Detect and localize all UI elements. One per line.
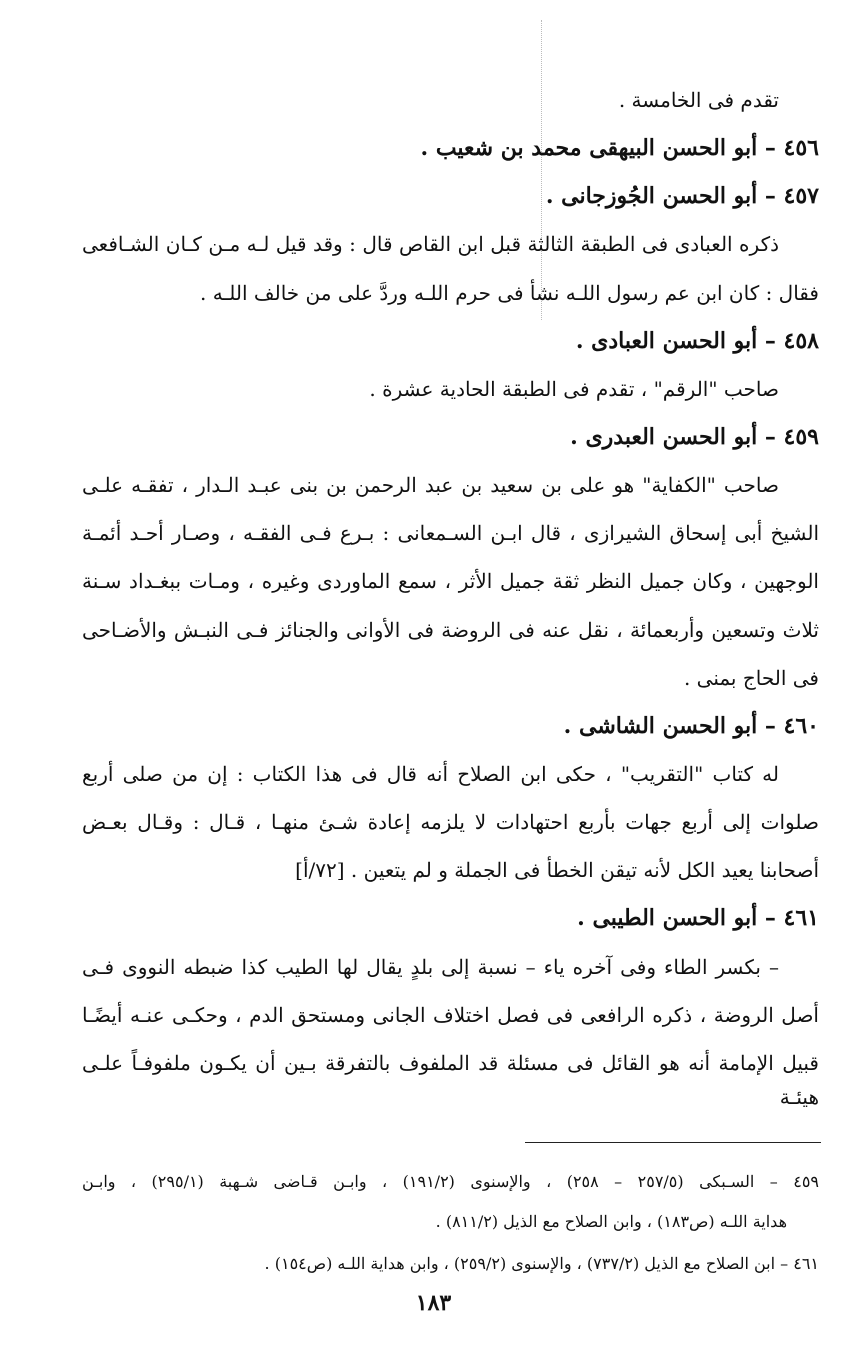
body-line: ثلاث وتسعين وأربعمائة ، نقل عنه فى الروضة فى الأوانى والجنائز فـى النبـش والأضـاحى bbox=[82, 618, 819, 642]
entry-heading-460: ٤٦٠ – أبو الحسن الشاشى . bbox=[563, 713, 819, 739]
page-number: ١٨٣ bbox=[415, 1290, 452, 1316]
body-line: أصل الروضة ، ذكره الرافعى فى فصل اختلاف الجانى ومستحق الدم ، وحكـى عنـه أيضًـا bbox=[82, 1003, 819, 1027]
body-line: – بكسر الطاء وفى آخره ياء – نسبة إلى بلدٍ يقال لها الطيب كذا ضبطه النووى فـى bbox=[82, 955, 779, 979]
scan-fold-line bbox=[541, 20, 542, 320]
footnote-line: ٤٥٩ – السـبكى (٢٥٧/٥ – ٢٥٨) ، والإسنوى (١٩١/٢) ، وابـن قـاضى شـهبة (٢٩٥/١) ، وابـن bbox=[82, 1172, 820, 1191]
footnote-line: هداية اللـه (ص١٨٣) ، وابن الصلاح مع الذيل (٨١١/٢) . bbox=[435, 1212, 787, 1231]
entry-heading-459: ٤٥٩ – أبو الحسن العبدرى . bbox=[570, 424, 819, 450]
footnote-separator bbox=[525, 1142, 821, 1143]
body-line: صاحب "الكفاية" هو على بن سعيد بن عبد الرحمن بن بنى عبـد الـدار ، تفقـه علـى bbox=[82, 473, 779, 497]
body-line: الوجهين ، وكان جميل النظر ثقة جميل الأثر ، سمع الماوردى وغيره ، ومـات ببغـداد سـنة bbox=[82, 569, 819, 593]
body-line: ذكره العبادى فى الطبقة الثالثة قبل ابن القاص قال : وقد قيل لـه مـن كـان الشـافعى bbox=[82, 232, 779, 256]
footnote-line: ٤٦١ – ابن الصلاح مع الذيل (٧٣٧/٢) ، والإسنوى (٢٥٩/٢) ، وابن هداية اللـه (ص١٥٤) . bbox=[264, 1254, 819, 1273]
entry-heading-458: ٤٥٨ – أبو الحسن العبادى . bbox=[575, 328, 819, 354]
body-line: أصحابنا يعيد الكل لأنه تيقن الخطأ فى الجملة و لم يتعين . [٧٢/أ] bbox=[295, 858, 819, 882]
entry-heading-456: ٤٥٦ – أبو الحسن البيهقى محمد بن شعيب . bbox=[420, 135, 819, 161]
body-line: فقال : كان ابن عم رسول اللـه نشأ فى حرم اللـه وردَّ على من خالف اللـه . bbox=[199, 281, 819, 305]
entry-heading-461: ٤٦١ – أبو الحسن الطيبى . bbox=[577, 905, 819, 931]
body-line: قبيل الإمامة أنه هو القائل فى مسئلة قد الملفوف بالتفرقة بـين أن يكـون ملفوفـاً علـى هيئـة bbox=[82, 1051, 819, 1109]
body-line: تقدم فى الخامسة . bbox=[618, 88, 779, 112]
body-line: له كتاب "التقريب" ، حكى ابن الصلاح أنه قال فى هذا الكتاب : إن من صلى أربع bbox=[82, 762, 779, 786]
body-line: صاحب "الرقم" ، تقدم فى الطبقة الحادية عشرة . bbox=[369, 377, 779, 401]
entry-heading-457: ٤٥٧ – أبو الحسن الجُوزجانى . bbox=[545, 183, 819, 209]
body-line: صلوات إلى أربع جهات بأربع احتهادات لا يلزمه إعادة شـئ منهـا ، قـال : وقـال بعـض bbox=[82, 810, 819, 834]
body-line: فى الحاج بمنى . bbox=[683, 666, 819, 690]
body-line: الشيخ أبى إسحاق الشيرازى ، قال ابـن السـمعانى : بـرع فـى الفقـه ، وصـار أحـد أئمـة bbox=[82, 521, 819, 545]
